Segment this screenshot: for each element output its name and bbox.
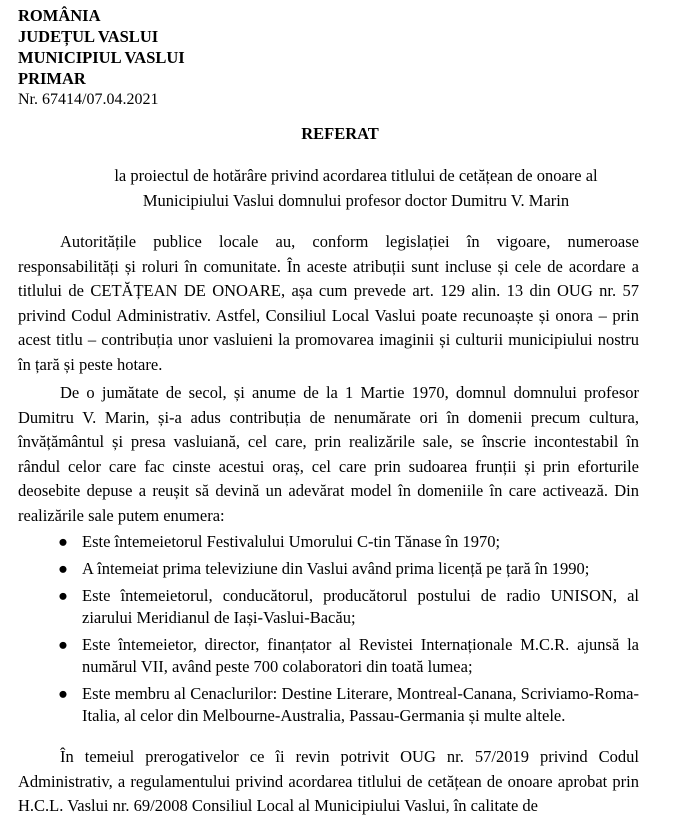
document-body — [18, 230, 639, 819]
bullet-icon: ● — [58, 684, 68, 703]
list-item — [58, 634, 639, 678]
bullet-icon: ● — [58, 532, 68, 551]
paragraph-achievements: De o jumătate de secol, și anume de la 1 Martie 1970, domnul domnului profesor Dumitru V. Marin, și-a adus contribuția de nenumărate ori în domenii precum cultura, învățământul și presa vasluiană, cel care, prin realizările sale, se înscrie incontestabil în rândul celor care fac cinste acestui oraș, cel care prin sudoarea frunții și prin eforturile deosebite depuse a reușit să devină un adevărat model în domeniile în care activează. Din realizările sale putem enumera: — [18, 383, 639, 525]
document-title: REFERAT — [301, 124, 379, 143]
paragraph-legal-basis: În temeiul prerogativelor ce îi revin potrivit OUG nr. 57/2019 privind Codul Administrativ, a regulamentului privind acordarea titlului de cetățean de onoare aprobat prin H.C.L. Vaslui nr. 69/2008 Consiliul Local al Municipiului Vaslui, în calitate de — [18, 747, 639, 815]
achievements-list — [18, 531, 639, 727]
list-item-text: Este întemeietor, director, finanțator al Revistei Internaționale M.C.R. ajunsă la numărul VII, având peste 700 colaboratori din toată lumea; — [82, 635, 639, 676]
list-item — [58, 531, 639, 553]
registration-number: Nr. 67414/07.04.2021 — [18, 91, 159, 108]
list-item-text: Este întemeietorul Festivalului Umorului C-tin Tănase în 1970; — [82, 532, 501, 551]
list-item-text: Este membru al Cenaclurilor: Destine Literare, Montreal-Canana, Scriviamo-Roma-Italia, al celor din Melbourne-Australia, Passau-Germania și multe altele. — [82, 684, 639, 725]
list-item — [58, 585, 639, 629]
header-office: PRIMAR — [18, 69, 86, 88]
list-item-text: A întemeiat prima televiziune din Vaslui având prima licență pe țară în 1990; — [82, 559, 590, 578]
document-subtitle: la proiectul de hotărâre privind acordarea titlului de cetățean de onoare al Municipiului Vaslui domnului profesor doctor Dumitru V. Marin — [114, 166, 598, 210]
header-country: ROMÂNIA — [18, 6, 101, 25]
header-county: JUDEȚUL VASLUI — [18, 27, 159, 46]
list-item — [58, 683, 639, 727]
list-item — [58, 558, 639, 580]
bullet-icon: ● — [58, 635, 68, 654]
header-municipality: MUNICIPIUL VASLUI — [18, 48, 185, 67]
document-header — [18, 5, 185, 110]
bullet-icon: ● — [58, 559, 68, 578]
paragraph-intro: Autoritățile publice locale au, conform legislației în vigoare, numeroase responsabilități și roluri în comunitate. În aceste atribuții sunt incluse și cele de acordare a titlului de CETĂȚEAN DE ONOARE, așa cum prevede art. 129 alin. 13 din OUG nr. 57 privind Codul Administrativ. Astfel, Consiliul Local Vaslui poate recunoaște și onora – prin acest titlu – contribuția unor vasluieni la promovarea imaginii și culturii municipiului nostru în țară și peste hotare. — [18, 232, 639, 374]
bullet-icon: ● — [58, 586, 68, 605]
list-item-text: Este întemeietorul, conducătorul, producătorul postului de radio UNISON, al ziarului Meridianul de Iași-Vaslui-Bacău; — [82, 586, 639, 627]
